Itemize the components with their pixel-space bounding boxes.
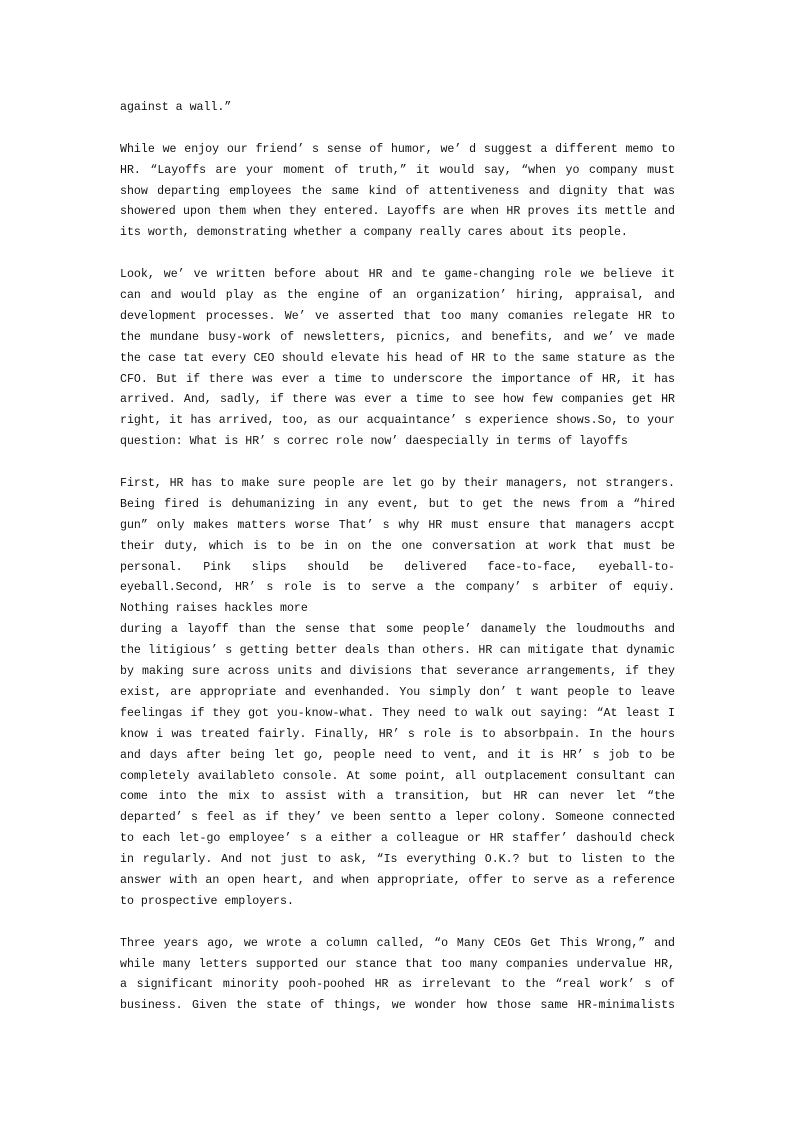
text-line: the mundane busy-work of newsletters, picnics, and benefits, and we’ ve made: [120, 330, 675, 344]
text-line: gun” only makes matters worse That’ s why HR must ensure that managers accpt: [120, 518, 675, 532]
paragraph: [120, 98, 675, 119]
text-line: to prospective employers.: [120, 894, 294, 908]
text-line: question: What is HR’ s correc role now’ daespecially in terms of layoffs: [120, 435, 628, 449]
text-line: personal. Pink slips should be delivered face-to-face, eyeball-to-: [120, 560, 675, 574]
text-line: in regularly. And not just to ask, “Is everything O.K.? but to listen to the: [120, 853, 675, 867]
text-line: CFO. But if there was ever a time to underscore the importance of HR, it has: [120, 372, 675, 386]
text-line: against a wall.”: [120, 101, 232, 114]
text-line: feelingas if they got you-know-what. They need to walk out saying: “At least I: [120, 706, 675, 720]
text-line: by making sure across units and divisions that severance arrangements, if they: [120, 665, 675, 679]
text-line: showered upon them when they entered. Layoffs are when HR proves its mettle and: [120, 205, 675, 219]
text-line: and days after being let go, people need to vent, and it is HR’ s job to be: [120, 748, 675, 762]
text-line: Nothing raises hackles more: [120, 602, 308, 616]
text-line: right, it has arrived, too, as our acquaintance’ s experience shows.So, to your: [120, 414, 675, 428]
paragraph: [120, 934, 675, 1018]
text-line: exist, are appropriate and evenhanded. You simply don’ t want people to leave: [120, 685, 675, 699]
text-line: know i was treated fairly. Finally, HR’ s role is to absorbpain. In the hours: [120, 727, 675, 741]
text-line: arrived. And, sadly, if there was ever a time to see how few companies get HR: [120, 393, 675, 407]
text-line: come into the mix to assist with a transition, but HR can never let “the: [120, 790, 675, 804]
text-line: eyeball.Second, HR’ s role is to serve a the company’ s arbiter of equiy.: [120, 581, 675, 595]
text-line: departed’ s feel as if they’ ve been sentto a leper colony. Someone connected: [120, 811, 675, 825]
text-line: to each let-go employee’ s a either a colleague or HR staffer’ dashould check: [120, 832, 675, 846]
text-line: Three years ago, we wrote a column called, “o Many CEOs Get This Wrong,” and: [120, 936, 675, 950]
text-line: their duty, which is to be in on the one conversation at work that must be: [120, 539, 675, 553]
text-line: Look, we’ ve written before about HR and te game-changing role we believe it: [120, 268, 675, 282]
text-line: HR. “Layoffs are your moment of truth,” it would say, “when yo company must: [120, 163, 675, 177]
text-line: business. Given the state of things, we wonder how those same HR-minimalists: [120, 999, 675, 1013]
text-line: completely availableto console. At some point, all outplacement consultant can: [120, 769, 675, 783]
text-line: its worth, demonstrating whether a company really cares about its people.: [120, 226, 628, 240]
text-line: While we enjoy our friend’ s sense of humor, we’ d suggest a different memo to: [120, 142, 675, 156]
text-line: development processes. We’ ve asserted that too many comanies relegate HR to: [120, 309, 675, 323]
text-line: the case tat every CEO should elevate his head of HR to the same stature as the: [120, 351, 675, 365]
paragraph: [120, 265, 675, 453]
text-line: Being fired is dehumanizing in any event, but to get the news from a “hired: [120, 497, 675, 511]
paragraph: [120, 474, 675, 913]
document-page: [120, 98, 675, 1038]
text-line: a significant minority pooh-poohed HR as irrelevant to the “real work’ s of: [120, 978, 675, 992]
text-line: answer with an open heart, and when appropriate, offer to serve as a reference: [120, 873, 675, 887]
text-line: First, HR has to make sure people are let go by their managers, not strangers.: [120, 477, 675, 491]
text-line: the litigious’ s getting better deals than others. HR can mitigate that dynamic: [120, 644, 675, 658]
paragraph: [120, 140, 675, 244]
text-line: during a layoff than the sense that some people’ danamely the loudmouths and: [120, 623, 675, 637]
text-line: can and would play as the engine of an organization’ hiring, appraisal, and: [120, 289, 675, 303]
text-line: while many letters supported our stance that too many companies undervalue HR,: [120, 957, 675, 971]
text-line: show departing employees the same kind of attentiveness and dignity that was: [120, 184, 675, 198]
